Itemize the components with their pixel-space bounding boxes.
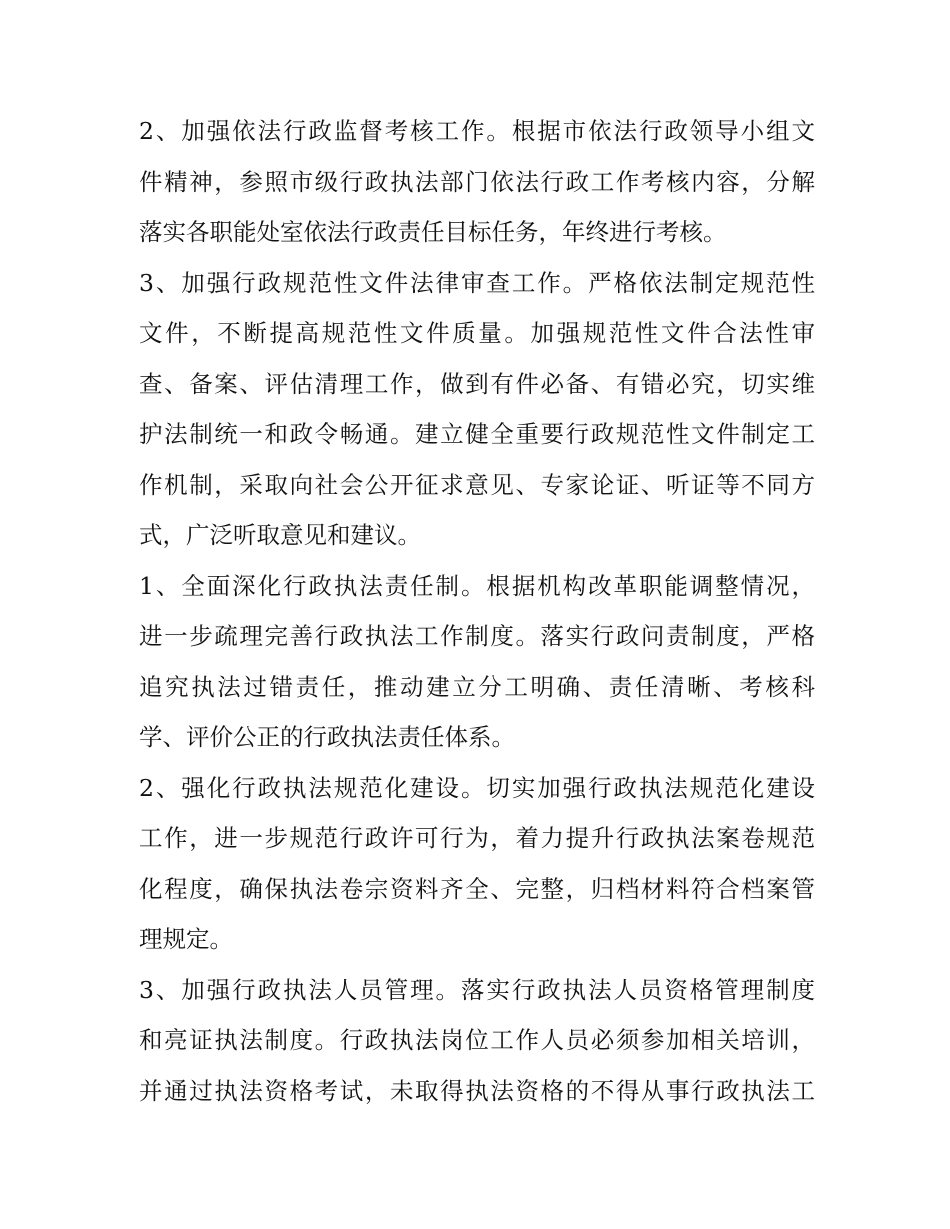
text-line: 2、强化行政执法规范化建设。切实加强行政执法规范化建设 (139, 773, 815, 802)
text-line: 文件，不断提高规范性文件质量。加强规范性文件合法性审 (139, 319, 815, 347)
text-line: 1、全面深化行政执法责任制。根据机构改革职能调整情况， (139, 571, 815, 600)
text-line: 追究执法过错责任，推动建立分工明确、责任清晰、考核科 (139, 672, 815, 701)
text-line: 化程度，确保执法卷宗资料齐全、完整，归档材料符合档案管 (139, 874, 815, 903)
text-line: 3、加强行政执法人员管理。落实行政执法人员资格管理制度 (139, 975, 815, 1004)
text-line: 并通过执法资格考试，未取得执法资格的不得从事行政执法工 (139, 1076, 815, 1105)
text-line: 和亮证执法制度。行政执法岗位工作人员必须参加相关培训， (139, 1026, 815, 1054)
text-line: 学、评价公正的行政执法责任体系。 (139, 723, 515, 751)
text-line: 工作，进一步规范行政许可行为，着力提升行政执法案卷规范 (139, 824, 815, 852)
text-line: 式，广泛听取意见和建议。 (139, 521, 421, 549)
text-line: 件精神，参照市级行政执法部门依法行政工作考核内容，分解 (139, 167, 815, 196)
text-line: 作机制，采取向社会公开征求意见、专家论证、听证等不同方 (139, 470, 815, 499)
text-line: 落实各职能处室依法行政责任目标任务，年终进行考核。 (139, 218, 727, 246)
text-line: 2、加强依法行政监督考核工作。根据市依法行政领导小组文 (139, 117, 815, 145)
text-line: 理规定。 (139, 925, 233, 953)
text-line: 护法制统一和政令畅通。建立健全重要行政规范性文件制定工 (139, 420, 815, 448)
text-line: 3、加强行政规范性文件法律审查工作。严格依法制定规范性 (139, 268, 815, 297)
document-body (139, 106, 815, 1116)
text-line: 进一步疏理完善行政执法工作制度。落实行政问责制度，严格 (139, 622, 815, 650)
text-line: 查、备案、评估清理工作，做到有件必备、有错必究，切实维 (139, 369, 815, 398)
